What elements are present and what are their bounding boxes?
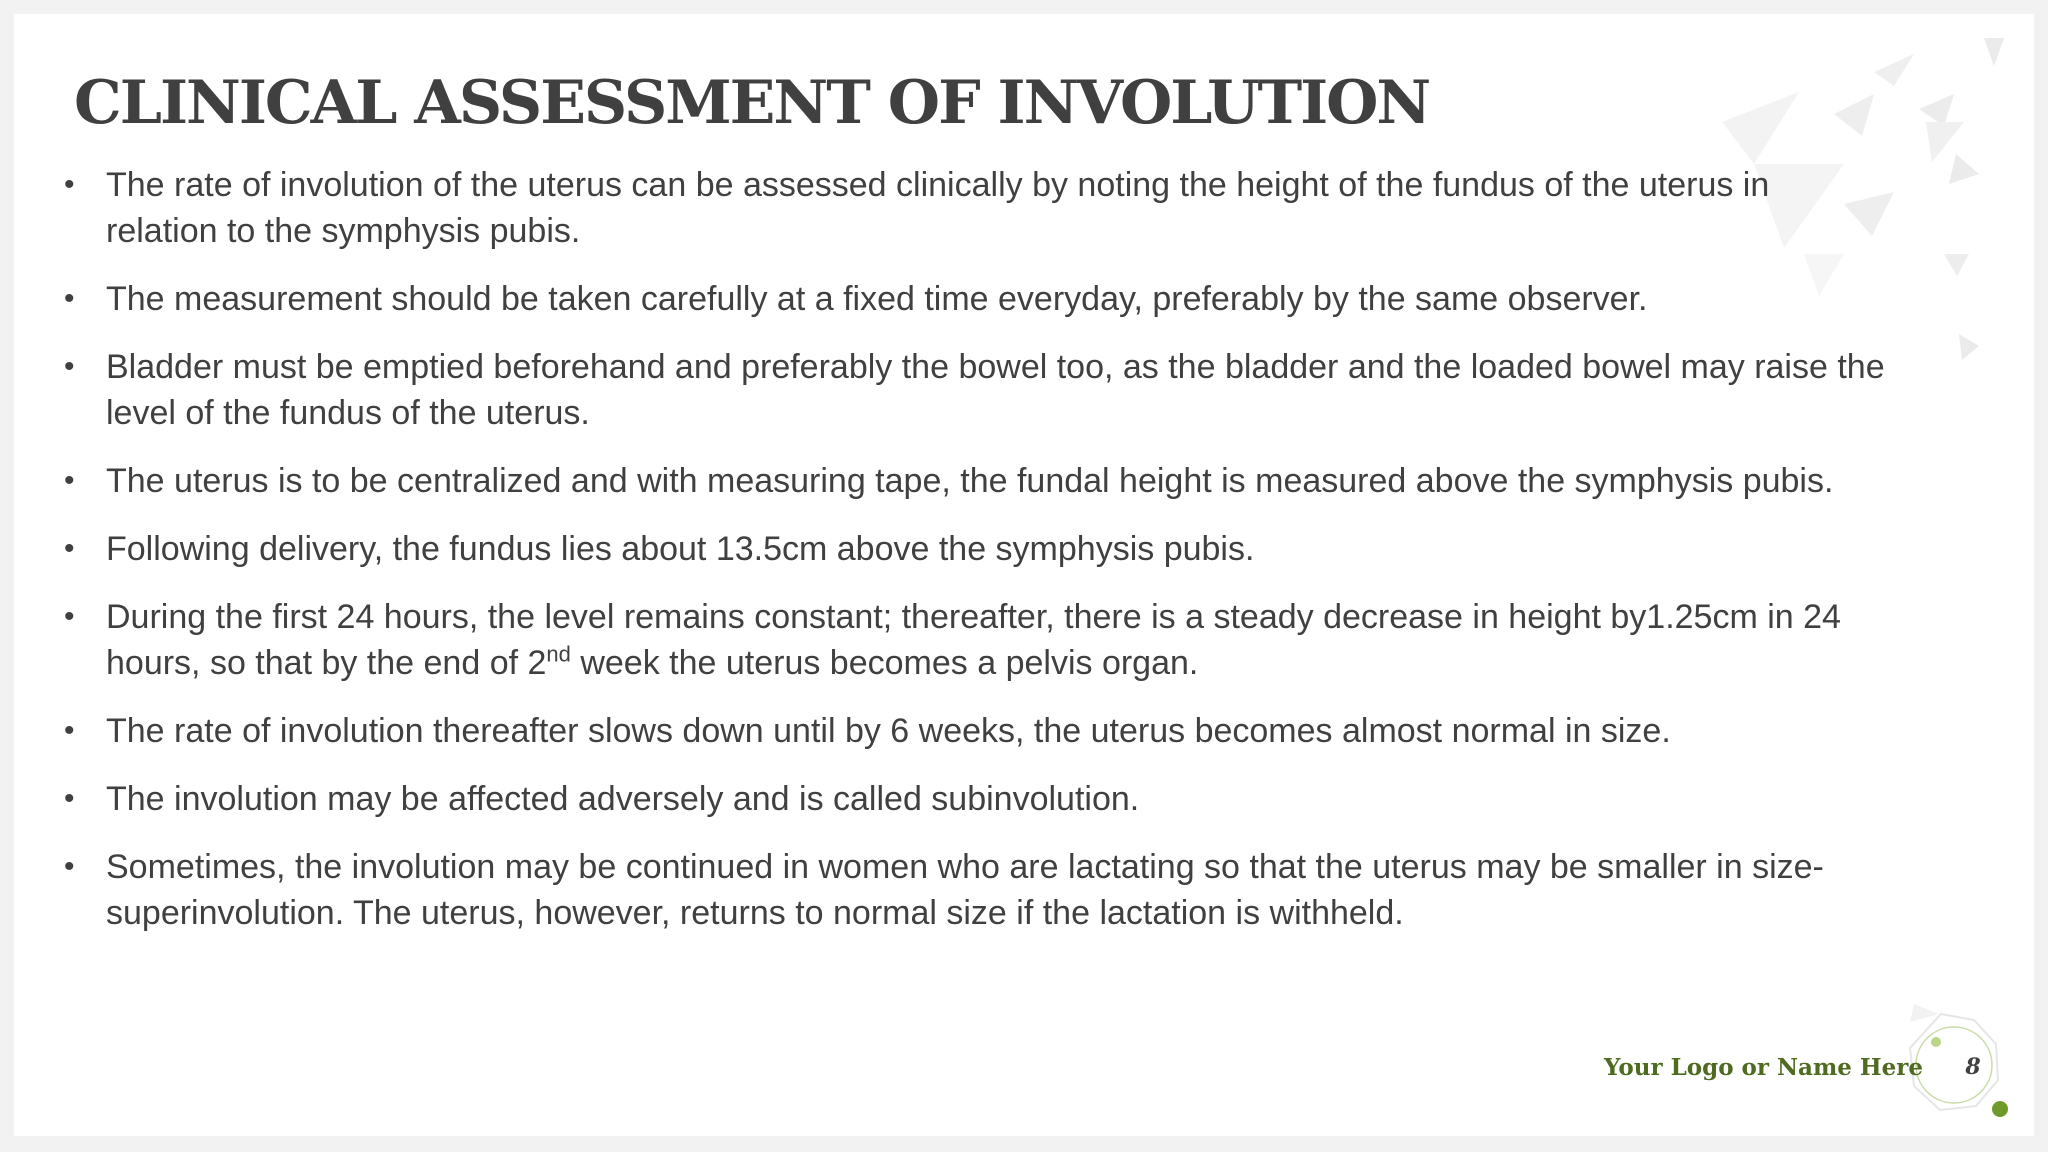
list-item <box>64 844 1886 936</box>
bullet-text: Bladder must be emptied beforehand and preferably the bowel too, as the bladder and the loaded bowel may raise the level of the fundus of the uterus. <box>106 348 1885 432</box>
bullet-icon: • <box>64 532 75 565</box>
bullet-icon: • <box>64 714 75 747</box>
page-number: 8 <box>1965 1054 1981 1080</box>
list-item <box>64 276 1886 322</box>
list-item <box>64 776 1886 822</box>
bullet-text: The involution may be affected adversely and is called subinvolution. <box>106 780 1140 818</box>
bullet-text: The rate of involution thereafter slows down until by 6 weeks, the uterus becomes almost normal in size. <box>106 712 1671 750</box>
list-item <box>64 344 1886 436</box>
list-item <box>64 458 1886 504</box>
bullet-icon: • <box>64 850 75 883</box>
bullet-text: Sometimes, the involution may be continued in women who are lactating so that the uterus may be smaller in size- superinvolution. The uterus, however, returns to normal size if the lactation is withheld. <box>106 848 1824 932</box>
slide-title: CLINICAL ASSESSMENT OF INVOLUTION <box>74 68 1430 138</box>
bullet-icon: • <box>64 350 75 383</box>
list-item <box>64 162 1886 254</box>
list-item <box>64 708 1886 754</box>
bullet-text <box>106 598 1841 682</box>
footer-logo-text: Your Logo or Name Here <box>1604 1054 1924 1081</box>
bullet-text-part: During the first 24 hours, the level remains constant; thereafter, there is a steady decrease in height by1.25cm in 24 hours, so that by the end of 2 <box>106 598 1841 682</box>
bullet-icon: • <box>64 464 75 497</box>
bullet-text-part: week the uterus becomes a pelvis organ. <box>570 644 1199 682</box>
list-item <box>64 594 1886 686</box>
bullet-icon: • <box>64 168 75 201</box>
bullet-text: The measurement should be taken carefully at a fixed time everyday, preferably by the same observer. <box>106 280 1648 318</box>
bullet-icon: • <box>64 282 75 315</box>
bullet-icon: • <box>64 600 75 633</box>
bullet-text: Following delivery, the fundus lies about 13.5cm above the symphysis pubis. <box>106 530 1255 568</box>
bullet-text: The rate of involution of the uterus can be assessed clinically by noting the height of the fundus of the uterus in relation to the symphysis pubis. <box>106 166 1770 250</box>
list-item <box>64 526 1886 572</box>
bullet-list <box>64 162 1886 958</box>
slide <box>14 14 2034 1136</box>
bullet-text: The uterus is to be centralized and with measuring tape, the fundal height is measured above the symphysis pubis. <box>106 462 1834 500</box>
ordinal-superscript: nd <box>546 641 571 667</box>
bullet-icon: • <box>64 782 75 815</box>
